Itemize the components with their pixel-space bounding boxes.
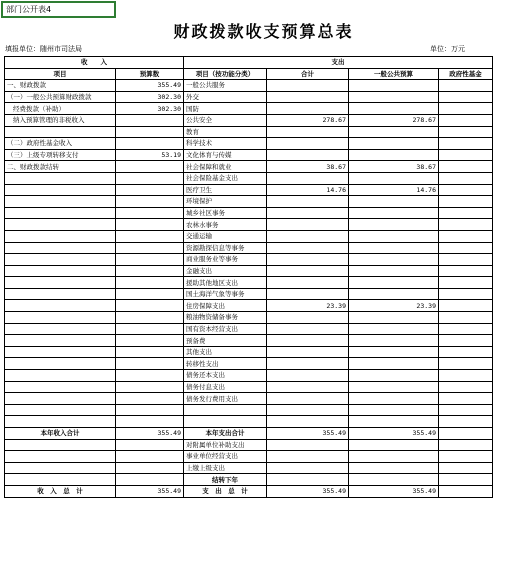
- table-cell[interactable]: [5, 381, 116, 393]
- table-cell[interactable]: [116, 474, 184, 486]
- table-cell[interactable]: [116, 242, 184, 254]
- table-cell[interactable]: [439, 428, 493, 440]
- table-cell[interactable]: [5, 288, 116, 300]
- table-cell[interactable]: [116, 312, 184, 324]
- table-cell[interactable]: [349, 254, 439, 266]
- carry-forward-label[interactable]: 结转下年: [184, 474, 267, 486]
- table-cell[interactable]: [349, 288, 439, 300]
- table-cell[interactable]: 债务付息支出: [184, 381, 267, 393]
- table-row: [5, 91, 493, 103]
- table-row: [5, 428, 493, 440]
- table-cell[interactable]: [349, 358, 439, 370]
- table-cell[interactable]: [439, 126, 493, 138]
- table-cell[interactable]: [439, 277, 493, 289]
- table-cell[interactable]: 粮油物资储备事务: [184, 312, 267, 324]
- table-cell[interactable]: [439, 103, 493, 115]
- table-cell[interactable]: [267, 242, 349, 254]
- table-cell[interactable]: [116, 196, 184, 208]
- table-cell[interactable]: [267, 335, 349, 347]
- table-cell[interactable]: [116, 230, 184, 242]
- table-cell[interactable]: 278.67: [349, 114, 439, 126]
- table-cell[interactable]: [5, 335, 116, 347]
- table-row: [5, 230, 493, 242]
- table-cell[interactable]: [439, 335, 493, 347]
- table-cell[interactable]: [116, 207, 184, 219]
- table-cell[interactable]: [5, 219, 116, 231]
- table-cell[interactable]: 资源勘探信息等事务: [184, 242, 267, 254]
- table-cell[interactable]: 医疗卫生: [184, 184, 267, 196]
- table-cell[interactable]: 预备费: [184, 335, 267, 347]
- table-cell[interactable]: 302.30: [116, 103, 184, 115]
- table-cell[interactable]: [439, 288, 493, 300]
- table-cell[interactable]: 经费拨款（补助）: [5, 103, 116, 115]
- table-cell[interactable]: [116, 358, 184, 370]
- table-cell[interactable]: [439, 196, 493, 208]
- table-cell[interactable]: [267, 346, 349, 358]
- table-row: [5, 462, 493, 474]
- table-cell[interactable]: 38.67: [349, 161, 439, 173]
- table-row: [5, 439, 493, 451]
- table-cell[interactable]: [439, 451, 493, 463]
- table-cell[interactable]: [439, 370, 493, 382]
- table-row: [5, 138, 493, 150]
- table-cell[interactable]: [267, 126, 349, 138]
- table-cell[interactable]: [349, 451, 439, 463]
- table-cell[interactable]: [267, 207, 349, 219]
- table-cell[interactable]: [267, 381, 349, 393]
- table-row: [5, 196, 493, 208]
- table-row: [5, 161, 493, 173]
- table-cell[interactable]: [116, 439, 184, 451]
- table-cell[interactable]: [116, 138, 184, 150]
- table-cell[interactable]: [267, 80, 349, 92]
- column-header-gov-fund[interactable]: 政府性基金: [439, 68, 493, 80]
- table-cell[interactable]: [5, 474, 116, 486]
- table-cell[interactable]: 援助其他地区支出: [184, 277, 267, 289]
- expense-general-value[interactable]: 355.49: [349, 428, 439, 440]
- extra-expense-item[interactable]: 对附属单位补助支出: [184, 439, 267, 451]
- table-cell[interactable]: [439, 439, 493, 451]
- table-row: [5, 358, 493, 370]
- table-cell[interactable]: 社会保险基金支出: [184, 172, 267, 184]
- table-cell[interactable]: [116, 219, 184, 231]
- table-cell[interactable]: [5, 126, 116, 138]
- table-cell[interactable]: [439, 346, 493, 358]
- table-row: [5, 126, 493, 138]
- expense-grand-label[interactable]: 支 出 总 计: [184, 485, 267, 497]
- table-row: [5, 288, 493, 300]
- table-cell[interactable]: [267, 393, 349, 405]
- table-cell[interactable]: [116, 172, 184, 184]
- table-cell[interactable]: [349, 381, 439, 393]
- table-cell[interactable]: 环境保护: [184, 196, 267, 208]
- table-row: [5, 172, 493, 184]
- table-cell[interactable]: [267, 230, 349, 242]
- table-cell[interactable]: [439, 138, 493, 150]
- table-cell[interactable]: [5, 277, 116, 289]
- table-cell[interactable]: [267, 323, 349, 335]
- table-cell[interactable]: [267, 277, 349, 289]
- table-cell[interactable]: [116, 416, 184, 428]
- expense-header[interactable]: 支出: [184, 57, 493, 69]
- table-cell[interactable]: [439, 474, 493, 486]
- table-cell[interactable]: [5, 462, 116, 474]
- table-row: [5, 404, 493, 416]
- table-cell[interactable]: [5, 416, 116, 428]
- table-cell[interactable]: [439, 381, 493, 393]
- table-cell[interactable]: [267, 149, 349, 161]
- table-cell[interactable]: [439, 462, 493, 474]
- expense-total-value[interactable]: 355.49: [267, 428, 349, 440]
- table-cell[interactable]: 国防: [184, 103, 267, 115]
- table-cell[interactable]: [439, 114, 493, 126]
- table-cell[interactable]: [349, 474, 439, 486]
- table-cell[interactable]: [267, 358, 349, 370]
- table-cell[interactable]: [267, 416, 349, 428]
- table-cell[interactable]: [439, 300, 493, 312]
- table-cell[interactable]: [5, 312, 116, 324]
- table-cell[interactable]: 38.67: [267, 161, 349, 173]
- table-cell[interactable]: [267, 172, 349, 184]
- extra-expense-item[interactable]: 事业单位经营支出: [184, 451, 267, 463]
- table-cell[interactable]: [116, 277, 184, 289]
- table-cell[interactable]: [349, 230, 439, 242]
- column-header-func-item[interactable]: 项目（按功能分类）: [184, 68, 267, 80]
- table-cell[interactable]: 其他支出: [184, 346, 267, 358]
- table-row: [5, 184, 493, 196]
- table-cell[interactable]: [5, 393, 116, 405]
- income-grand-value[interactable]: 355.49: [116, 485, 184, 497]
- table-row: [5, 346, 493, 358]
- income-grand-label[interactable]: 收 入 总 计: [5, 485, 116, 497]
- table-cell[interactable]: [439, 404, 493, 416]
- table-cell[interactable]: 科学技术: [184, 138, 267, 150]
- table-cell[interactable]: [267, 103, 349, 115]
- table-cell[interactable]: [439, 230, 493, 242]
- expense-total-label[interactable]: 本年支出合计: [184, 428, 267, 440]
- table-cell[interactable]: 教育: [184, 126, 267, 138]
- table-cell[interactable]: [439, 393, 493, 405]
- table-cell[interactable]: 社会保障和就业: [184, 161, 267, 173]
- table-cell[interactable]: [5, 451, 116, 463]
- table-cell[interactable]: [5, 242, 116, 254]
- table-cell[interactable]: [5, 207, 116, 219]
- table-cell[interactable]: [349, 404, 439, 416]
- table-cell[interactable]: （三）上级专项转移支付: [5, 149, 116, 161]
- table-cell[interactable]: [116, 126, 184, 138]
- extra-expense-item[interactable]: 上缴上级支出: [184, 462, 267, 474]
- table-cell[interactable]: [116, 335, 184, 347]
- table-row: [5, 393, 493, 405]
- table-cell[interactable]: [5, 265, 116, 277]
- table-cell[interactable]: [349, 207, 439, 219]
- column-header-budget[interactable]: 预算数: [116, 68, 184, 80]
- table-cell[interactable]: [267, 288, 349, 300]
- table-cell[interactable]: [5, 323, 116, 335]
- table-cell[interactable]: [439, 172, 493, 184]
- table-row: [5, 277, 493, 289]
- table-cell[interactable]: [267, 254, 349, 266]
- table-cell[interactable]: [5, 196, 116, 208]
- table-cell[interactable]: [349, 265, 439, 277]
- table-cell[interactable]: [439, 242, 493, 254]
- table-cell[interactable]: 355.49: [116, 80, 184, 92]
- page-title: 财政拨款收支预算总表: [173, 22, 354, 41]
- table-cell[interactable]: [439, 485, 493, 497]
- table-cell[interactable]: 国土海洋气象等事务: [184, 288, 267, 300]
- table-cell[interactable]: 外交: [184, 91, 267, 103]
- table-cell[interactable]: [349, 219, 439, 231]
- table-row: [5, 103, 493, 115]
- table-row: [5, 370, 493, 382]
- table-row: [5, 312, 493, 324]
- table-cell[interactable]: 债务发行费用支出: [184, 393, 267, 405]
- table-cell[interactable]: [439, 219, 493, 231]
- table-cell[interactable]: 文化体育与传媒: [184, 149, 267, 161]
- table-cell[interactable]: [116, 265, 184, 277]
- table-cell[interactable]: 交通运输: [184, 230, 267, 242]
- table-cell[interactable]: [349, 323, 439, 335]
- table-cell[interactable]: [267, 462, 349, 474]
- table-cell[interactable]: [267, 265, 349, 277]
- table-row: [5, 451, 493, 463]
- table-row: [5, 416, 493, 428]
- table-cell[interactable]: [349, 91, 439, 103]
- table-cell[interactable]: [349, 126, 439, 138]
- expense-grand-general[interactable]: 355.49: [349, 485, 439, 497]
- table-cell[interactable]: 农林水事务: [184, 219, 267, 231]
- table-cell[interactable]: 城乡社区事务: [184, 207, 267, 219]
- table-cell[interactable]: [439, 358, 493, 370]
- table-cell[interactable]: [439, 80, 493, 92]
- table-row: [5, 265, 493, 277]
- income-total-label[interactable]: 本年收入合计: [5, 428, 116, 440]
- table-cell[interactable]: [267, 312, 349, 324]
- table-cell[interactable]: [5, 346, 116, 358]
- table-cell[interactable]: 一般公共服务: [184, 80, 267, 92]
- table-cell[interactable]: [349, 335, 439, 347]
- table-cell[interactable]: [116, 404, 184, 416]
- income-total-value[interactable]: 355.49: [116, 428, 184, 440]
- table-cell[interactable]: [116, 288, 184, 300]
- table-cell[interactable]: [439, 184, 493, 196]
- table-cell[interactable]: 14.76: [349, 184, 439, 196]
- table-cell[interactable]: 住房保障支出: [184, 300, 267, 312]
- table-cell[interactable]: [267, 451, 349, 463]
- table-cell[interactable]: [267, 404, 349, 416]
- table-cell[interactable]: [349, 196, 439, 208]
- table-row: [5, 207, 493, 219]
- column-header-general[interactable]: 一般公共预算: [349, 68, 439, 80]
- table-row: [5, 149, 493, 161]
- table-cell[interactable]: [349, 138, 439, 150]
- table-cell[interactable]: （二）政府性基金收入: [5, 138, 116, 150]
- table-cell[interactable]: [5, 254, 116, 266]
- table-row: [5, 323, 493, 335]
- table-cell[interactable]: [116, 300, 184, 312]
- table-cell[interactable]: 公共安全: [184, 114, 267, 126]
- table-cell[interactable]: [439, 312, 493, 324]
- column-header-total[interactable]: 合计: [267, 68, 349, 80]
- table-cell[interactable]: [267, 439, 349, 451]
- table-cell[interactable]: 商业服务业等事务: [184, 254, 267, 266]
- table-cell[interactable]: [349, 346, 439, 358]
- active-cell-reference[interactable]: 部门公开表4: [1, 1, 116, 18]
- table-row: [5, 219, 493, 231]
- table-row: [5, 381, 493, 393]
- table-cell[interactable]: [184, 416, 267, 428]
- table-cell[interactable]: [5, 230, 116, 242]
- table-cell[interactable]: [267, 196, 349, 208]
- table-cell[interactable]: [349, 393, 439, 405]
- table-cell[interactable]: [349, 80, 439, 92]
- table-cell[interactable]: [5, 404, 116, 416]
- table-row: [5, 335, 493, 347]
- table-cell[interactable]: （一）一般公共预算财政拨款: [5, 91, 116, 103]
- table-cell[interactable]: [439, 91, 493, 103]
- table-cell[interactable]: [349, 172, 439, 184]
- table-cell[interactable]: [184, 404, 267, 416]
- reporting-unit-label: 填报单位：随州市司法局: [5, 45, 82, 53]
- income-header[interactable]: 收 入: [5, 57, 184, 69]
- table-cell[interactable]: [5, 300, 116, 312]
- table-cell[interactable]: [439, 149, 493, 161]
- table-cell[interactable]: 转移性支出: [184, 358, 267, 370]
- table-cell[interactable]: [116, 114, 184, 126]
- table-cell[interactable]: 二、财政拨款结转: [5, 161, 116, 173]
- table-cell[interactable]: [116, 462, 184, 474]
- table-row: [5, 80, 493, 92]
- table-cell[interactable]: [349, 462, 439, 474]
- table-cell[interactable]: [116, 346, 184, 358]
- table-cell[interactable]: [439, 323, 493, 335]
- table-cell[interactable]: [267, 91, 349, 103]
- table-cell[interactable]: 302.30: [116, 91, 184, 103]
- table-cell[interactable]: [116, 161, 184, 173]
- table-cell[interactable]: [439, 265, 493, 277]
- table-row: [5, 242, 493, 254]
- table-row: [5, 114, 493, 126]
- table-cell[interactable]: 一、财政拨款: [5, 80, 116, 92]
- table-cell[interactable]: [349, 439, 439, 451]
- table-cell[interactable]: 53.19: [116, 149, 184, 161]
- table-cell[interactable]: [267, 370, 349, 382]
- table-cell[interactable]: [349, 242, 439, 254]
- table-cell[interactable]: [439, 416, 493, 428]
- table-cell[interactable]: [116, 370, 184, 382]
- table-cell[interactable]: [116, 184, 184, 196]
- budget-table: [4, 56, 493, 498]
- table-cell[interactable]: [116, 381, 184, 393]
- table-cell[interactable]: [116, 451, 184, 463]
- table-cell[interactable]: 金融支出: [184, 265, 267, 277]
- table-cell[interactable]: [5, 370, 116, 382]
- table-row: [5, 485, 493, 497]
- table-cell[interactable]: [349, 277, 439, 289]
- table-cell[interactable]: [349, 370, 439, 382]
- table-cell[interactable]: 债务还本支出: [184, 370, 267, 382]
- currency-unit-label: 单位：万元: [430, 45, 465, 53]
- table-cell[interactable]: [267, 474, 349, 486]
- table-cell[interactable]: [349, 103, 439, 115]
- table-cell[interactable]: 23.39: [267, 300, 349, 312]
- table-cell[interactable]: 23.39: [349, 300, 439, 312]
- table-cell[interactable]: [349, 149, 439, 161]
- table-cell[interactable]: [267, 219, 349, 231]
- table-cell[interactable]: [267, 138, 349, 150]
- table-cell[interactable]: [439, 254, 493, 266]
- expense-grand-total[interactable]: 355.49: [267, 485, 349, 497]
- table-cell[interactable]: [116, 323, 184, 335]
- header-row-columns: [5, 68, 493, 80]
- table-cell[interactable]: [116, 393, 184, 405]
- header-row-group: [5, 57, 493, 69]
- table-cell[interactable]: [5, 358, 116, 370]
- table-cell[interactable]: [5, 439, 116, 451]
- table-cell[interactable]: 国有资本经营支出: [184, 323, 267, 335]
- table-cell[interactable]: 278.67: [267, 114, 349, 126]
- table-cell[interactable]: [439, 207, 493, 219]
- table-cell[interactable]: 纳入预算管理的非税收入: [5, 114, 116, 126]
- table-row: [5, 474, 493, 486]
- table-row: [5, 300, 493, 312]
- table-cell[interactable]: 14.76: [267, 184, 349, 196]
- table-cell[interactable]: [349, 416, 439, 428]
- table-cell[interactable]: [439, 161, 493, 173]
- column-header-item[interactable]: 项目: [5, 68, 116, 80]
- table-cell[interactable]: [116, 254, 184, 266]
- table-cell[interactable]: [5, 184, 116, 196]
- table-cell[interactable]: [349, 312, 439, 324]
- table-cell[interactable]: [5, 172, 116, 184]
- table-row: [5, 254, 493, 266]
